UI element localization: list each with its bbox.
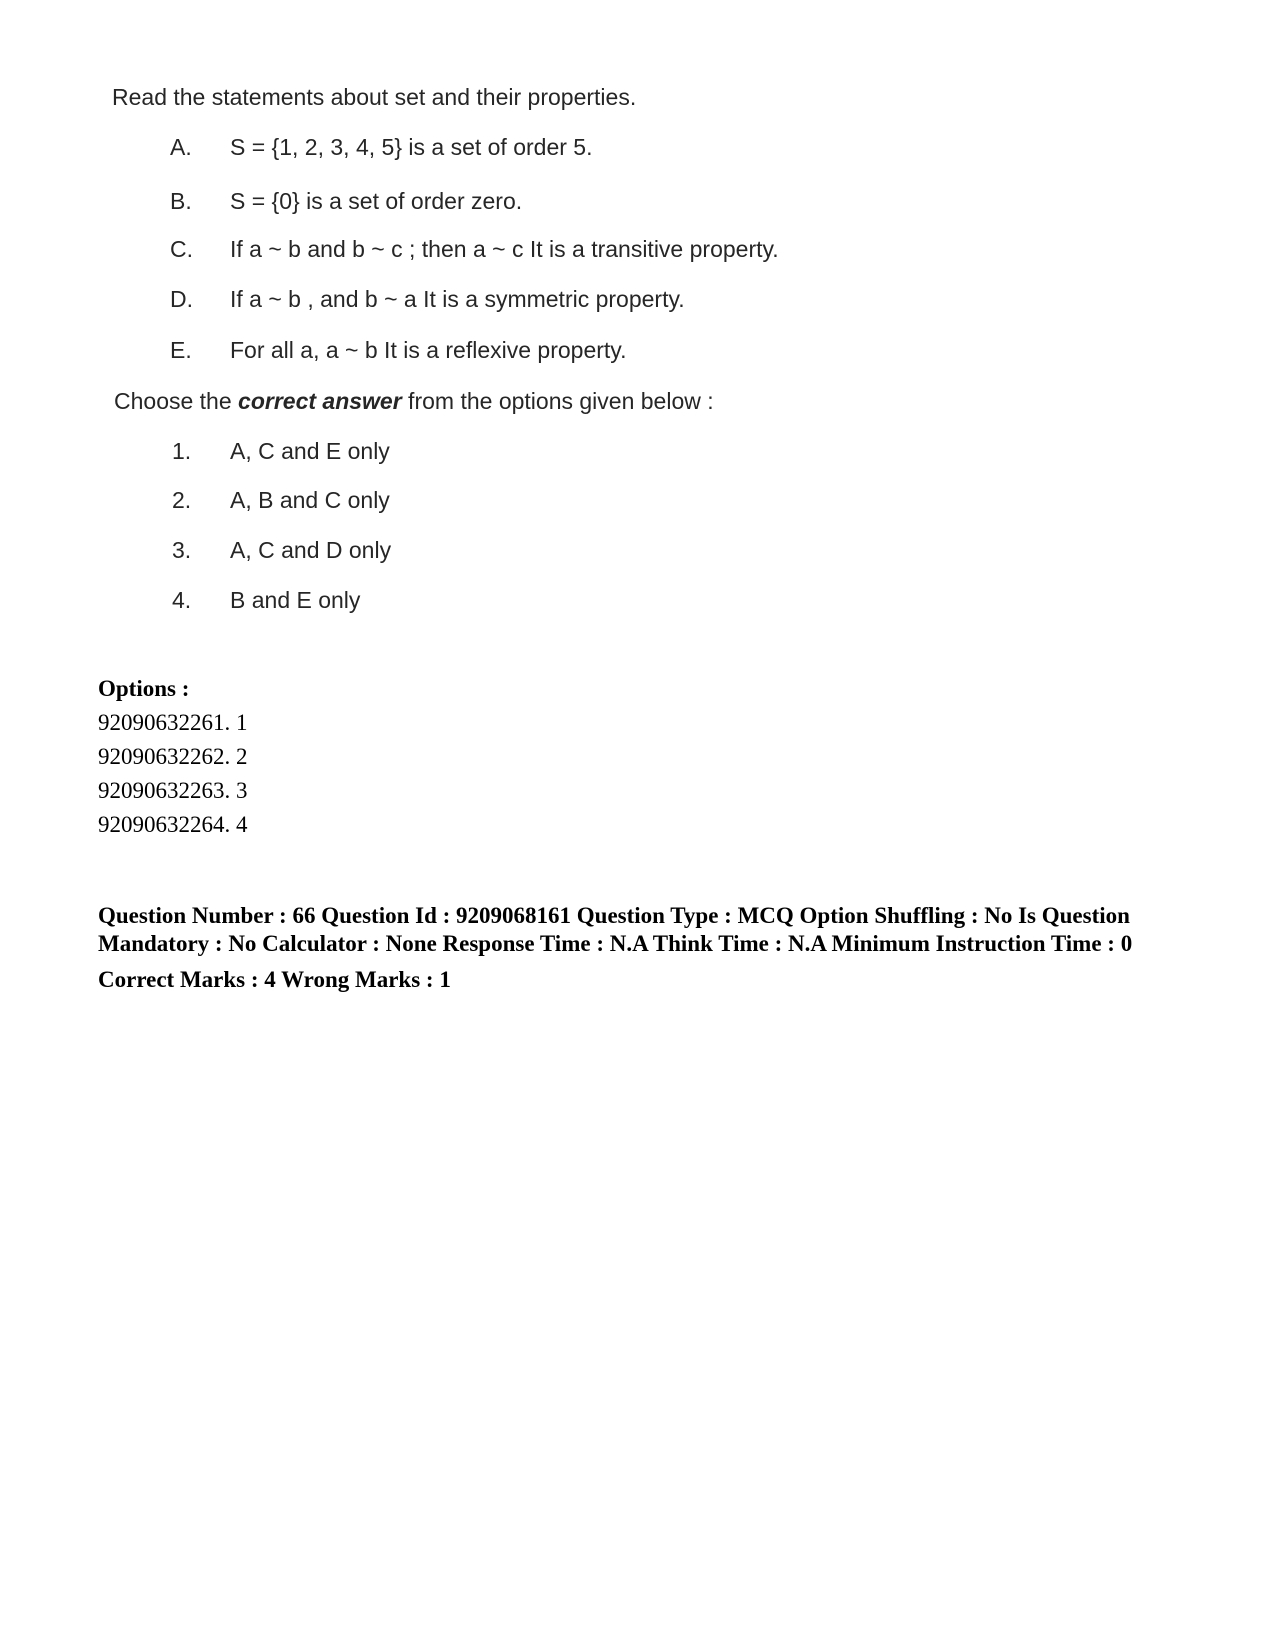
statement-label: C. xyxy=(170,236,193,262)
option-item: 92090632264. 4 xyxy=(98,812,248,837)
question-intro: Read the statements about set and their properties. xyxy=(112,84,637,110)
answer-text: B and E only xyxy=(230,587,361,613)
answer-number: 1. xyxy=(172,438,192,464)
answer-number: 2. xyxy=(172,487,192,513)
statement-text: S = {1, 2, 3, 4, 5} is a set of order 5. xyxy=(230,134,593,160)
statement-text: If a ~ b , and b ~ a It is a symmetric property. xyxy=(230,286,685,312)
statement-text: If a ~ b and b ~ c ; then a ~ c It is a transitive property. xyxy=(230,236,779,262)
statement-label: A. xyxy=(170,134,192,160)
statement-text: S = {0} is a set of order zero. xyxy=(230,188,523,214)
option-item: 92090632261. 1 xyxy=(98,710,248,735)
statement-label: D. xyxy=(170,286,193,312)
choose-prefix: Choose the xyxy=(114,388,239,414)
statement-text: For all a, a ~ b It is a reflexive property. xyxy=(230,337,627,363)
next-question-marks: Correct Marks : 4 Wrong Marks : 1 xyxy=(98,967,451,992)
next-question-info: Question Number : 66 Question Id : 9209068161 Question Type : MCQ Option Shuffling : No Is Question Mandatory : No Calculator : None Response Time : N.A Think Time : N.A Minimum Instruction Time : 0 xyxy=(98,903,1133,956)
answer-number: 4. xyxy=(172,587,192,613)
option-item: 92090632263. 3 xyxy=(98,778,248,803)
answer-text: A, C and E only xyxy=(230,438,390,464)
answer-text: A, B and C only xyxy=(230,487,390,513)
question-metadata xyxy=(98,672,1178,994)
option-item: 92090632262. 2 xyxy=(98,744,248,769)
answer-number: 3. xyxy=(172,537,192,563)
statement-label: B. xyxy=(170,188,192,214)
answer-text: A, C and D only xyxy=(230,537,392,563)
choose-suffix: from the options given below : xyxy=(401,388,714,414)
options-title: Options : xyxy=(98,676,190,701)
choose-emphasis: correct answer xyxy=(238,388,402,414)
statement-label: E. xyxy=(170,337,192,363)
choose-instruction xyxy=(114,388,714,415)
